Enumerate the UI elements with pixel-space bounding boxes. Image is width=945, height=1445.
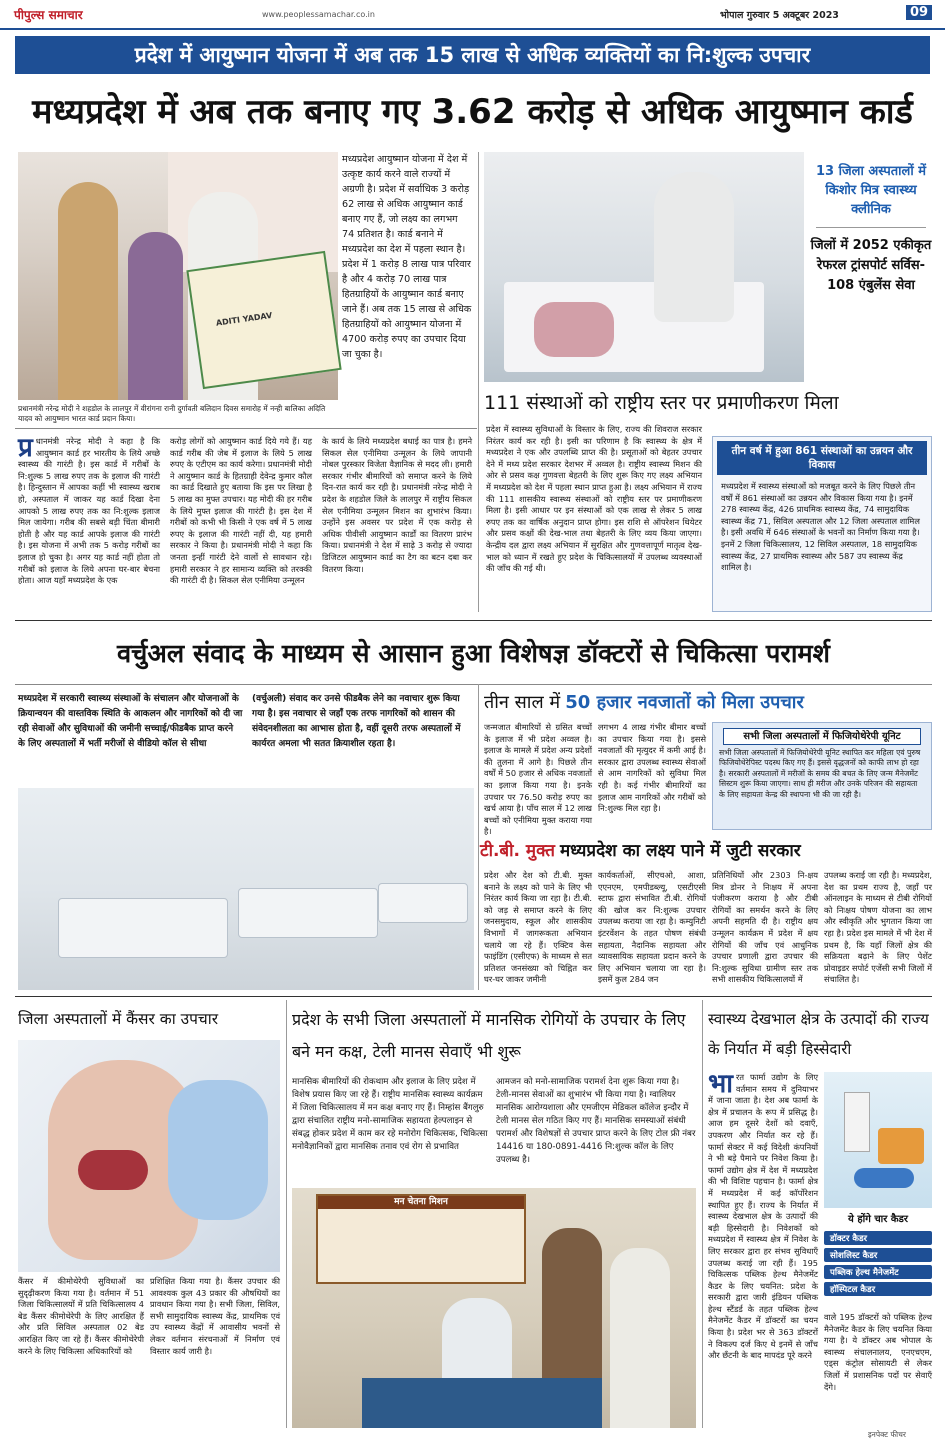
ward-bed-3 [378, 883, 468, 923]
box-861-text: मध्यप्रदेश में स्वास्थ्य संस्थाओं को मजबूत करने के लिए पिछले तीन वर्षों में 861 संस्थाओं का उन्नयन और विकास किया गया है। इनमें 278 स्वास्थ्य केंद्र, 426 प्राथमिक स्वास्थ्य केंद्र, 74 सामुदायिक स्वास्थ्य केंद्र 71, सिविल अस्पताल और 12 जिला अस्पताल शामिल है। इसी अवधि में 646 संस्थाओं के भवनों का निर्माण किया गया है। इनमें 2 जिला चिकित्सालय, 12 सिविल अस्पताल, 18 सामुदायिक स्वास्थ्य केंद्र, 27 प्राथमिक स्वास्थ्य और 587 उप स्वास्थ्य केंद्र शामिल है। [721, 481, 920, 573]
cancer-headline: जिला अस्पतालों में कैंसर का उपचार [18, 1010, 219, 1028]
divider [478, 684, 479, 990]
export-col [708, 1069, 818, 1428]
mental-headline: प्रदेश के सभी जिला अस्पतालों में मानसिक रोगियों के उपचार के लिए बने मन कक्ष, टेली मानस सेवाएँ भी शुरू [292, 1010, 686, 1061]
card-holder-name: ADITI YADAV [215, 310, 273, 328]
cadre-item: हॉस्पिटल कैडर [824, 1282, 932, 1296]
gloved-hand [168, 1080, 268, 1220]
masthead-url[interactable]: www.peoplessamachar.co.in [262, 10, 375, 19]
export-headline: स्वास्थ्य देखभाल क्षेत्र के उत्पादों की राज्य के निर्यात में बड़ी हिस्सेदारी [708, 1010, 929, 1058]
hospital-visit-photo [484, 152, 804, 382]
ward-bed-1 [58, 898, 228, 958]
export-col-text: रत फार्मा उद्योग के लिए वर्तमान समय में दुनियाभर में जाना जाता है। देश अब फार्मा के क्षेत्र में प्रचालन के रूप में प्रसिद्ध है। आज हम दूसरे देशों को दवाएँ, उपकरण और निर्यात कर रहे हैं। फार्मा सेक्टर में कई विदेशी कंपनियों ने भी बड़े पैमाने पर निवेश किया है। फार्मा उद्योग क्षेत्र में देश में मध्यप्रदेश की भी विशिष्ट पहचान है। फार्मा क्षेत्र में मध्यप्रदेश में कई कॉर्पोरेशन स्थापित हुए हैं। राज्य के निर्यात में स्वास्थ्य देखभाल क्षेत्र के उत्पादों की बड़ी हिस्सेदारी है। निवेशकों को मध्यप्रदेश में स्वास्थ्य क्षेत्र में निवेश के लिए सरकार द्वारा हर संभव सुविधाएँ उपलब्ध कराई जा रही हैं। 195 चिकित्सक पब्लिक हेल्थ मैनेजमेंट कैडर के लिए चयनित: प्रदेश के सरकारी द्वारा जारी इंडियन पब्लिक हेल्थ स्टैंडर्ड के तहत पब्लिक हेल्थ मैनेजमेंट कैडर में डॉक्टरों का चयन किया है। प्रदेश भर से 363 डॉक्टरों ने विकल्प दर्ज किए थे इनमें से जाँच और छँटनी के बाद मापदंड पूरे करने [708, 1072, 818, 1361]
virtual-col1: मध्यप्रदेश में सरकारी स्वास्थ्य संस्थाओं के संचालन और योजनाओं के क्रियान्वयन की वास्तविक स्थिति के आकलन और नागरिकों को दी जा रही सेवाओं और सुविधाओं की जमीनी सच्चाई/फीडबैक प्राप्त करने के लिए अस्पतालों में भर्ती मरीजों से वीडियो कॉल से सीधा [18, 694, 243, 749]
export-col-end: वाले 195 डॉक्टरों को पब्लिक हेल्थ मैनेजमेंट कैडर के लिए चयनित किया गया है। ये डॉक्टर अब भोपाल के स्वास्थ्य संचालनालय, एनएचएम, एड्स कंट्रोल सोसायटी से लेकर जिलों में प्रशासनिक पदों पर सेवाएँ देंगे। [824, 1312, 932, 1392]
cancer-photo [18, 1040, 280, 1272]
ward-bed-2 [238, 888, 378, 938]
pharma-photo [824, 1072, 932, 1208]
masthead-dateline: भोपाल गुरुवार 5 अक्टूबर 2023 [720, 10, 839, 21]
intro-text: मध्यप्रदेश आयुष्मान योजना में देश में उत्कृष्ट कार्य करने वाले राज्यों में अग्रणी है। प्रदेश में सर्वाधिक 3 करोड़ 62 लाख से अधिक आयुष्मान कार्ड बनाए गए हैं, जो लक्ष्य का लगभग 74 प्रतिशत है। कार्ड बनाने में मध्यप्रदेश का देश में पहला स्थान है। प्रदेश में 1 करोड़ 8 लाख पात्र परिवार है और 4 करोड़ 70 लाख पात्र हितग्राहियों के आयुष्मान कार्ड बनाए जाने हैं। अब तक 15 लाख से अधिक हितग्राहियों को आयुष्मान योजना में 4700 करोड़ रुपए का उपचार दिया जा चुका है। [342, 154, 472, 360]
side-highlights [810, 152, 932, 382]
story1-col2: करोड़ लोगों को आयुष्मान कार्ड दिये गये हैं। यह कार्ड गरीब की जेब में इलाज के लिये 5 लाख रुपए के एटीएम का कार्य करेगा। प्रधानमंत्री मोदी ने आयुष्मान कार्ड के हितग्राही देवेन्द्र कुमार कौल का कार्ड दिखाते हुए बताया कि इस पर लिखा है 5 लाख का मुफ्त उपचार। यह मोदी की हर गरीब के लिये मुफ्त इलाज की गारंटी है। इस देश में गरीबों को कभी भी किसी ने एक वर्ष में 5 लाख रुपए के इलाज की गारंटी नहीं दी, यह हमारी सरकार ने किया है। प्रधानमंत्री मोदी ने कहा कि जनता इन्हीं गारंटी देने वालों से सावधान रहे। हमारी सरकार ने हर सामान्य व्यक्ति को तरक्की की गारंटी दी है। सिकल सेल एनीमिया उन्मूलन [170, 436, 312, 586]
virtual-headline: वर्चुअल संवाद के माध्यम से आसान हुआ विशेषज्ञ डॉक्टरों से चिकित्सा परामर्श [116, 639, 831, 669]
side-item-clinic: 13 जिला अस्पतालों में किशोर मित्र स्वास्थ्य क्लीनिक [816, 164, 926, 217]
tb-col2: कार्यकर्ताओं, सीएचओ, आशा, एएनएम, एमपीडब्ल्यू, एसटीएसी स्टाफ द्वारा संभावित टी.बी. रोगियों की खोज कर नि:शुल्क उपचार उपलब्ध कराया जा रहा है। कम्युनिटी इंटरवेंशन के तहत पोषण संबंधी सहायता, नैदानिक सहायता और व्यावसायिक सहायता प्रदान करने के लिए अभियान चलाया जा रहा है। इसमें कुल 284 जन [598, 870, 706, 985]
tb-headline [480, 834, 932, 868]
virtual-col2: (वर्चुअली) संवाद कर उनसे फीडबैक लेने का नवाचार शुरू किया गया है। इस नवाचार से जहाँ एक तरफ नागरिकों को शासन की संवेदनशीलता का आभास होता है, वहीं दूसरी तरफ अस्पतालों में कार्यरत अमला भी सतत क्रियाशील रहता है। [252, 694, 461, 749]
newborn-headline-prefix: तीन साल में [484, 692, 561, 713]
story1-col1 [18, 433, 160, 612]
tb-col3: प्रतिनिधियों और 2303 नि-क्षय मित्र डोनर ने निःक्षय में अपना पंजीकरण कराया है और टीबी रोगियों का समर्थन करने के लिए अपनी सहमति दी है। राष्ट्रीय क्षय उन्मूलन कार्यक्रम में प्रदेश में क्षय रोगियों की जाँच एवं आधुनिक उपचार प्रणाली द्वारा उपचार की नि:शुल्क सुविधा ग्रामीण स्तर तक सभी शासकीय चिकित्सालयों में [712, 870, 818, 985]
tb-col1: प्रदेश और देश को टी.बी. मुक्त बनाने के लक्ष्य को पाने के लिए भी निरंतर कार्य किया जा रहा है। टी.बी. को जड़ से समाप्त करने के लिए जनसमुदाय, स्कूल और शासकीय विभागों में जागरूकता अभियान चलाये जा रहे हैं। एक्टिव केस फाइंडिंग (एसीएफ) के माध्यम से सत प्रतिशत जनसंख्या को चिह्नित कर घर-घर जाकर जमीनी [484, 870, 592, 985]
mental-col1: मानसिक बीमारियों की रोकथाम और इलाज के लिए प्रदेश में विशेष प्रयास किए जा रहे हैं। राष्ट्रीय मानसिक स्वास्थ्य कार्यक्रम में जिला चिकित्सालय में मन कक्ष बनाए गए हैं। निम्हांस बैंगलुरु द्वारा संचालित राष्ट्रीय मनो-सामाजिक सहायता हेल्पलाइन से संबद्ध होकर प्रदेश में काम कर रहे मनोरोग चिकित्सक, चिकित्सा मनोवैज्ञानिकों द्वारा मानसिक तनाव एवं रोग से प्रभावित [292, 1077, 488, 1152]
divider [15, 996, 932, 997]
physio-box-text: सभी जिला अस्पतालों में फिजियोथेरेपी यूनिट स्थापित कर महिला एवं पुरुष फिजियोथेरेपिस्ट पदस्थ किए गए हैं। इससे वृद्धजनों को काफी लाभ हो रहा है। सरकारी अस्पतालों में मरीजों के समय की बचत के लिए जन्म मैनेजमेंट सिस्टम शुरू किया जाएगा। साथ ही मरीज और उनके परिजन की सहायता के लिए सहायता केन्द्र की स्थापना भी की जा रही है। [719, 748, 921, 799]
story2-text: प्रदेश में स्वास्थ्य सुविधाओं के विस्तार के लिए, राज्य की शिवराज सरकार निरंतर कार्य कर रही है। इसी का परिणाम है कि स्वास्थ्य के क्षेत्र में मध्यप्रदेश ने एक और उपलब्धि प्राप्त की है। प्रसूताओं को बेहतर उपचार देने में मध्य प्रदेश सरकार देशभर में अव्वल है। राष्ट्रीय स्वास्थ्य मिशन की ओर से प्रसव कक्ष गुणवत्ता बेहतरी के लिए शुरू किए गए लक्ष्य अभियान में मध्यप्रदेश को देश में पहला स्थान प्राप्त हुआ है। लक्ष्य अभियान में राज्य की 111 शासकीय स्वास्थ्य संस्थाओं को राष्ट्रीय स्तर पर प्रमाणीकरण मिला है। इसी आधार पर इन संस्थाओं को एक लाख से लेकर 5 लाख रुपए तक का वार्षिक अनुदान प्राप्त होगा। इस राशि से ऑपरेशन थियेटर और प्रसव कक्षों की देख-भाल तथा बेहतरी के लिए व्यय किया जाएगा। केन्द्रीय दल द्वारा लक्ष्य अभियान में सुरक्षित और गुणवत्तापूर्ण मातृत्व देख-भाल को ध्यान में रखते हुए प्रदेश के चिकित्सालयों में उपलब्ध व्यवस्थाओं की जाँच की गई थी। [486, 424, 702, 574]
masthead [0, 0, 945, 30]
visitor-figure-2 [610, 1248, 670, 1428]
tb-headline-highlight: टी.बी. मुक्त [480, 841, 555, 861]
clinic-desk [362, 1378, 602, 1428]
cadre-item: सोशलिस्ट कैडर [824, 1248, 932, 1262]
visiting-person [654, 172, 734, 322]
medicine-bottle [844, 1092, 870, 1152]
newborn-col1: जन्मजात बीमारियों से ग्रसित बच्चों के इलाज में भी प्रदेश अव्वल है। इलाज के मामले में प्रदेश अन्य प्रदेशों की तुलना में आगे है। पिछले तीन वर्षों में 50 हजार से अधिक नवजातों का इलाज किया गया है। इनके उपचार पर 76.50 करोड़ रुपए का खर्च आया है। पाँच साल में 12 लाख बच्चों को एनीमिया मुक्त कराया गया है। [484, 722, 592, 837]
box-861 [712, 436, 932, 612]
export-dropcap: भा [708, 1069, 734, 1099]
story1-col1-text: धानमंत्री नरेन्द्र मोदी ने कहा है कि आयुष्मान कार्ड हर भारतीय के लिये अच्छे स्वास्थ्य की गारंटी है। इस कार्ड में गरीबों के नि:शुल्क 5 लाख रुपए तक के इलाज की गारंटी है। हिन्दुस्तान में आपका कहीं भी स्वास्थ्य खराब हो, अस्पताल में जाकर यह कार्ड दिखा देना आपको 5 लाख रुपए तक का नि:शुल्क इलाज मिल जायेगा। गरीब की सबसे बड़ी चिंता बीमारी होती है और यह कार्ड आपके इलाज की गारंटी है। इस योजना में अभी तक 5 करोड़ गरीबों का इलाज हो चुका है। अगर यह कार्ड नहीं होता तो गरीबों को इलाज के लिये अपना घर-बार बेचना होता। आज यहाँ मध्यप्रदेश के एक [18, 436, 160, 586]
intro-column [342, 152, 472, 426]
clinic-poster [316, 1194, 526, 1284]
hospital-ward-photo [18, 788, 474, 990]
cadre-item: पब्लिक हेल्थ मैनेजमेंट [824, 1265, 932, 1279]
story1-dropcap: प्र [18, 433, 33, 463]
newborn-headline-highlight: 50 हजार नवजातों को मिला उपचार [565, 692, 804, 713]
divider [702, 1000, 703, 1428]
physio-box [712, 722, 932, 830]
capsules [854, 1168, 914, 1188]
accreditation-headline: 111 संस्थाओं को राष्ट्रीय स्तर पर प्रमाणीकरण मिला [484, 392, 839, 414]
photo1-caption: प्रधानमंत्री नरेन्द्र मोदी ने शहडोल के लालपुर में वीरांगना रानी दुर्गावती बलिदान दिवस समारोह में नन्ही बालिका अदिति यादव को आयुष्मान भारत कार्ड प्रदान किया। [18, 404, 326, 423]
cadre-title: ये होंगे चार कैडर [848, 1214, 908, 1225]
child-patient [534, 302, 614, 357]
newborn-headline [484, 688, 932, 718]
cancer-col1: कैंसर में कीमोथेरेपी सुविधाओं का सुदृढ़ीकरण किया गया है। वर्तमान में 51 जिला चिकित्सालयों में प्रति चिकित्सालय 4 बेड कैंसर कीमोथेरेपी के लिए आरक्षित हैं और प्रति सिविल अस्पताल 02 बेड आरक्षित किए जा रहे हैं। कैंसर कीमोथेरेपी करने के लिए चिकित्सा अधिकारियों को [18, 1276, 144, 1356]
pm-card-photo [18, 152, 338, 400]
poster-title: मन चेतना मिशन [318, 1196, 524, 1209]
cadre-item: डॉक्टर कैडर [824, 1231, 932, 1245]
open-mouth [78, 1150, 148, 1190]
top-banner: प्रदेश में आयुष्मान योजना में अब तक 15 लाख से अधिक व्यक्तियों का नि:शुल्क उपचार [15, 36, 930, 74]
divider [15, 428, 477, 429]
newborn-col2: लगभग 4 लाख गंभीर बीमार बच्चों का उपचार किया गया है। इससे नवजातों की मृत्युदर में कमी आई है। सरकार द्वारा उपलब्ध स्वास्थ्य सेवाओं से आम नागरिकों को सुविधा मिल रही है। कई गंभीर बीमारियों का इलाज आम नागरिकों और गरीबों को नि:शुल्क मिल रहा है। [598, 722, 706, 814]
masthead-brand: पीपुल्स समाचार [14, 8, 83, 22]
cancer-col2: प्रशिक्षित किया गया है। कैंसर उपचार की आवश्यक कुल 43 प्रकार की औषधियों का प्रावधान किया गया है। सभी जिला, सिविल, सभी सामुदायिक स्वास्थ्य केंद्र, प्राथमिक एवं उप स्वास्थ्य केंद्रों में आवासीय भवनों से लेकर वर्तमान संरचनाओं में निर्माण एवं विस्तार कार्य जारी है। [150, 1276, 280, 1356]
box-861-title: तीन वर्ष में हुआ 861 संस्थाओं का उन्नयन और विकास [717, 441, 927, 475]
physio-box-title: सभी जिला अस्पतालों में फिजियोथेरेपी यूनिट [723, 728, 921, 745]
tb-headline-rest: मध्यप्रदेश का लक्ष्य पाने में जुटी सरकार [559, 841, 801, 861]
person-child [128, 232, 183, 400]
person-left [58, 182, 118, 400]
ayushman-card [186, 251, 341, 389]
story1-col3: के कार्य के लिये मध्यप्रदेश बधाई का पात्र है। हमने सिकल सेल एनीमिया उन्मूलन के लिये जापानी नोबल पुरस्कार विजेता वैज्ञानिक से मदद ली। हमारी सरकार गंभीर बीमारियों को समाप्त करने के लिये दिन-रात कार्य कर रही है। प्रधानमंत्री नरेन्द्र मोदी ने प्रदेश के शहडोल जिले के लालपुर में राष्ट्रीय सिकल सेल एनीमिया उन्मूलन मिशन का शुभारंभ किया। उन्होंने इस अवसर पर प्रदेश में एक करोड़ से अधिक पीवीसी आयुष्मान कार्डों का वितरण प्रारंभ किया। प्रधानमंत्री ने देश में साढ़े 3 करोड़ से ज्यादा डिजिटल आयुष्मान कार्ड का टैग का बटन दबा कर वितरण किया। [322, 436, 472, 574]
pill-strip [878, 1128, 924, 1164]
cadre-box [824, 1212, 932, 1308]
mental-clinic-photo [292, 1188, 696, 1428]
mental-col2: आमजन को मनो-सामाजिक परामर्श देना शुरू किया गया है। टेली-मानस सेवाओं का शुभारंभ भी किया गया है। ग्वालियर मानसिक आरोग्यशाला और एमजीएम मेडिकल कॉलेज इन्दौर में टेली मानस सेल गठित किए गए हैं। मानसिक समस्याओं संबंधी परामर्श और विशेषज्ञों से उपचार प्राप्त करने के लिए टोल फ्री नंबर 14416 या 180-0891-4416 नि:शुल्क कॉल के लिए उपलब्ध है। [496, 1077, 696, 1165]
divider [15, 684, 932, 685]
divider [286, 1000, 287, 1428]
main-headline: मध्यप्रदेश में अब तक बनाए गए 3.62 करोड़ से अधिक आयुष्मान कार्ड [32, 92, 913, 132]
divider [478, 152, 479, 612]
tb-col4: उपलब्ध कराई जा रही है। मध्यप्रदेश, देश का प्रथम राज्य है, जहाँ पर ऑनलाइन के माध्यम से टीबी रोगियों को निःक्षय पोषण योजना का लाभ और स्वीकृति और भुगतान किया जा रहा है। प्रदेश इस मामले में भी देश में प्रथम है, कि यहाँ जिलों क्षेत्र की सक्रियता बढ़ाने के लिए पेशेंट प्रोवाइडर सपोर्ट एजेंसी सभी जिलों में संचालित है। [824, 870, 932, 985]
page-number: 09 [906, 5, 932, 20]
footer-credit: इनपेक्ट फीचर [868, 1430, 906, 1439]
side-item-ambulance: जिलों में 2052 एकीकृत रेफरल ट्रांसपोर्ट सर्विस- 108 एंबुलेंस सेवा [810, 238, 932, 293]
divider [15, 620, 932, 621]
